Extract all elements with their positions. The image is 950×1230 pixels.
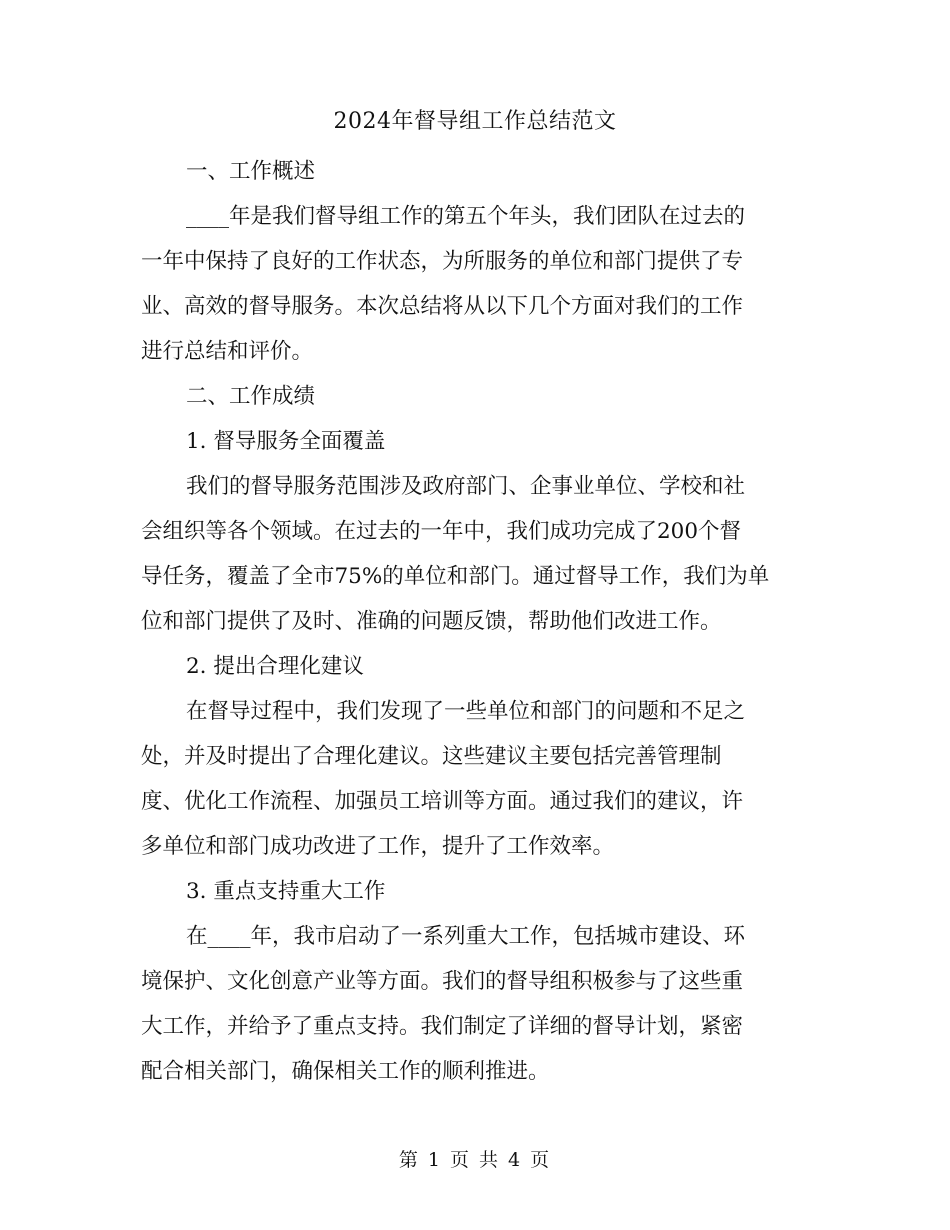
- subheading-coverage: 1. 督导服务全面覆盖: [186, 429, 386, 454]
- paragraph-line: 进行总结和评价。: [141, 339, 314, 364]
- paragraph-line: 配合相关部门，确保相关工作的顺利推进。: [141, 1059, 550, 1084]
- paragraph-line: 在____年，我市启动了一系列重大工作，包括城市建设、环: [186, 924, 746, 949]
- paragraph-line: 导任务，覆盖了全市75%的单位和部门。通过督导工作，我们为单: [141, 564, 770, 589]
- paragraph-line: 大工作，并给予了重点支持。我们制定了详细的督导计划，紧密: [141, 1014, 744, 1039]
- section-heading-achievements: 二、工作成绩: [186, 384, 316, 409]
- paragraph-line: 业、高效的督导服务。本次总结将从以下几个方面对我们的工作: [141, 294, 744, 319]
- paragraph-line: 多单位和部门成功改进了工作，提升了工作效率。: [141, 834, 615, 859]
- paragraph-line: 一年中保持了良好的工作状态，为所服务的单位和部门提供了专: [141, 249, 744, 274]
- paragraph-line: 处，并及时提出了合理化建议。这些建议主要包括完善管理制: [141, 744, 722, 769]
- subheading-suggestions: 2. 提出合理化建议: [186, 654, 364, 679]
- paragraph-line: 位和部门提供了及时、准确的问题反馈，帮助他们改进工作。: [141, 609, 722, 634]
- section-heading-overview: 一、工作概述: [186, 159, 316, 184]
- subheading-major-work: 3. 重点支持重大工作: [186, 879, 386, 904]
- paragraph-line: 我们的督导服务范围涉及政府部门、企事业单位、学校和社: [186, 474, 746, 499]
- paragraph-line: ____年是我们督导组工作的第五个年头，我们团队在过去的: [186, 204, 746, 229]
- paragraph-line: 境保护、文化创意产业等方面。我们的督导组积极参与了这些重: [141, 969, 744, 994]
- page-footer: 第 1 页 共 4 页: [398, 1149, 552, 1171]
- paragraph-line: 会组织等各个领域。在过去的一年中，我们成功完成了200个督: [141, 519, 742, 544]
- paragraph-line: 在督导过程中，我们发现了一些单位和部门的问题和不足之: [186, 699, 746, 724]
- document-title: 2024年督导组工作总结范文: [333, 109, 617, 134]
- paragraph-line: 度、优化工作流程、加强员工培训等方面。通过我们的建议，许: [141, 789, 744, 814]
